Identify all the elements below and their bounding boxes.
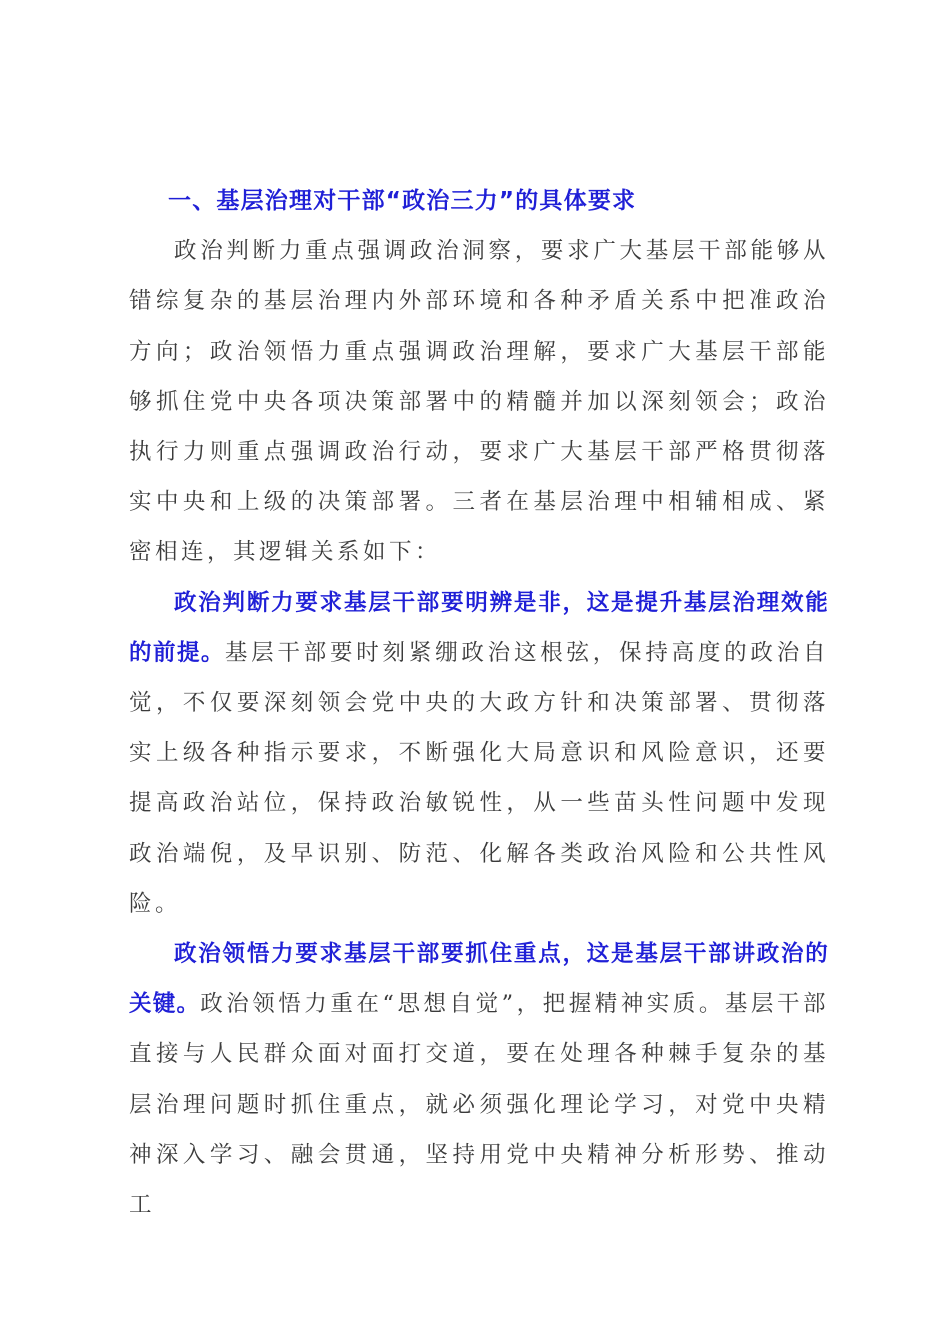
paragraph-body: 政治领悟力重在“思想自觉”，把握精神实质。基层干部直接与人民群众面对面打交道，要在处理各种棘手复杂的基层治理问题时抓住重点，就必须强化理论学习，对党中央精神深入学习、融会贯通，坚持用党中央精神分析形势、推动工 [129,991,829,1219]
document-body [129,176,829,1230]
paragraph-judgment [129,578,829,929]
paragraph-intro [129,226,829,577]
paragraph-body: 基层干部要时刻紧绷政治这根弦，保持高度的政治自觉，不仅要深刻领会党中央的大政方针和决策部署、贯彻落实上级各种指示要求，不断强化大局意识和风险意识，还要提高政治站位，保持政治敏锐性，从一些苗头性问题中发现政治端倪，及早识别、防范、化解各类政治风险和公共性风险。 [129,639,829,917]
section-heading: 一、基层治理对干部“政治三力”的具体要求 [168,188,637,214]
paragraph-comprehension [129,929,829,1230]
paragraph-body: 政治判断力重点强调政治洞察，要求广大基层干部能够从错综复杂的基层治理内外部环境和各种矛盾关系中把准政治方向；政治领悟力重点强调政治理解，要求广大基层干部能够抓住党中央各项决策部署中的精髓并加以深刻领会；政治执行力则重点强调政治行动，要求广大基层干部严格贯彻落实中央和上级的决策部署。三者在基层治理中相辅相成、紧密相连，其逻辑关系如下： [129,238,829,566]
paragraph-lead: 政治判断力要求基层干部要明辨是非，这是提升基层治理效能的前提。 [129,589,829,666]
paragraph-lead: 政治领悟力要求基层干部要抓住重点，这是基层干部讲政治的关键。 [129,941,829,1018]
